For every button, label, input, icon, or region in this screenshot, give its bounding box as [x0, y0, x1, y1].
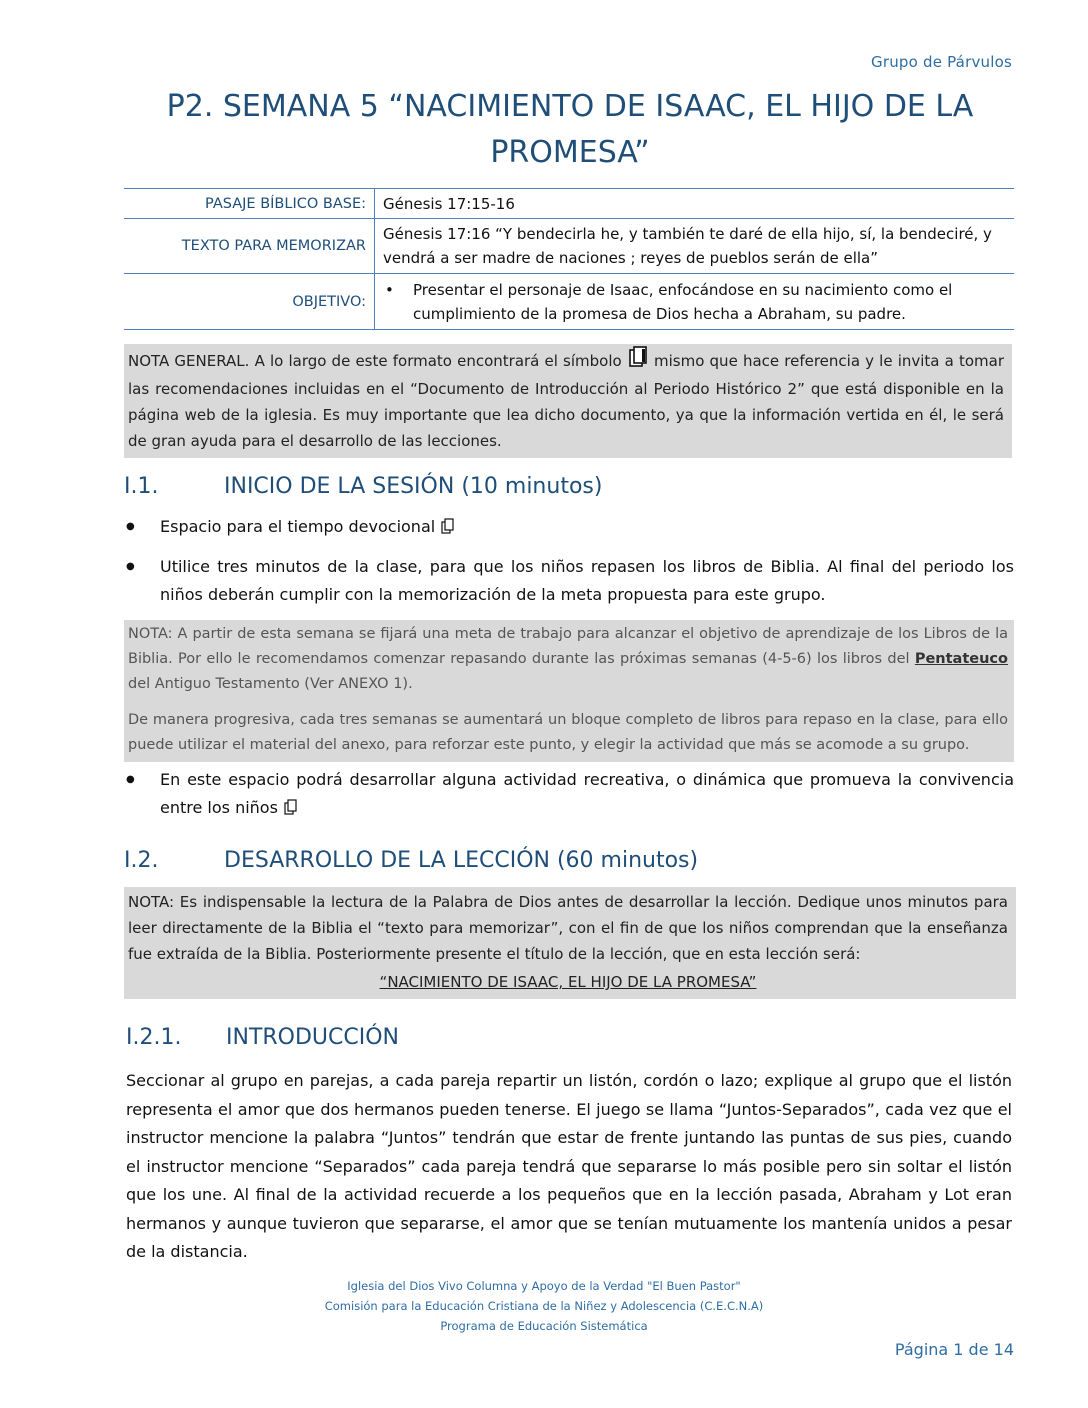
objetivo-cell	[375, 274, 1015, 330]
pasaje-value: Génesis 17:15-16	[375, 189, 1015, 219]
section-heading-inicio	[124, 474, 602, 499]
books-note	[124, 620, 1014, 762]
texto-label: TEXTO PARA MEMORIZAR	[124, 219, 375, 274]
books-note-p2: De manera progresiva, cada tres semanas se aumentará un bloque completo de libros para repaso en la clase, para ello puede utilizar el material del anexo, para reforzar este punto, y elegir la actividad que más se acomode a su grupo.	[128, 712, 1008, 753]
list-item	[124, 766, 1014, 824]
objetivo-label: OBJETIVO:	[124, 274, 375, 330]
bullet-text: Utilice tres minutos de la clase, para que los niños repasen los libros de Biblia. Al final del periodo los niños deberán cumplir con la memorización de la meta propuesta para este grupo.	[160, 557, 1014, 604]
objetivo-value: Presentar el personaje de Isaac, enfocándose en su nacimiento como el cumplimiento de la promesa de Dios hecha a Abraham, su padre.	[413, 280, 953, 323]
section-title: DESARROLLO DE LA LECCIÓN (60 minutos)	[224, 848, 699, 873]
section-heading-introduccion	[126, 1025, 399, 1050]
bullet-dot-icon: ●	[126, 774, 135, 785]
note-text: NOTA: A partir de esta semana se fijará una meta de trabajo para alcanzar el objetivo de aprendizaje de los Libros de la Biblia. Por ello le recomendamos comenzar repasando durante las próximas semanas (4-5-6) los libros del	[128, 626, 1008, 667]
lesson-info-table	[124, 188, 1014, 330]
list-item	[124, 513, 1014, 543]
section-title: INTRODUCCIÓN	[226, 1025, 400, 1050]
books-note-p1	[128, 622, 1008, 697]
footer-line: Iglesia del Dios Vivo Columna y Apoyo de la Verdad "El Buen Pastor"	[347, 1279, 741, 1293]
bullet-dot-icon: ●	[126, 561, 135, 572]
note-text: del Antiguo Testamento (Ver ANEXO 1).	[128, 676, 413, 692]
footer-line: Comisión para la Educación Cristiana de la Niñez y Adolescencia (C.E.C.N.A)	[324, 1299, 764, 1313]
group-label: Grupo de Párvulos	[871, 53, 1012, 71]
pasaje-label: PASAJE BÍBLICO BASE:	[124, 189, 375, 219]
list-item	[124, 553, 1014, 609]
texto-value: Génesis 17:16 “Y bendecirla he, y también te daré de ella hijo, sí, la bendeciré, y vendrá a ser madre de naciones ; reyes de pueblos serán de ella”	[375, 219, 1015, 274]
bullet-dot-icon: ●	[126, 521, 135, 532]
bullet-text: En este espacio podrá desarrollar alguna actividad recreativa, o dinámica que promueva la convivencia entre los niños	[160, 770, 1014, 817]
section-heading-desarrollo	[124, 848, 698, 873]
section-number: I.1.	[124, 474, 159, 499]
pentateuco-link: Pentateuco	[914, 651, 1008, 667]
introduction-paragraph: Seccionar al grupo en parejas, a cada pareja repartir un listón, cordón o lazo; explique al grupo que el listón representa el amor que dos hermanos pueden tenerse. El juego se llama “Juntos-Separados”, cada vez que el instructor mencione la palabra “Juntos” tendrán que estar de frente juntando las puntas de sus pies, cuando el instructor mencione “Separados” cada pareja tendrá que separarse lo más posible pero sin soltar el listón que los une. Al final de la actividad recuerde a los pequeños que en la lección pasada, Abraham y Lot eran hermanos y aunque tuvieron que separarse, el amor que se tenían mutuamente los mantenía unidos a pesar de la distancia.	[126, 1071, 1012, 1261]
document-copy-icon	[440, 515, 456, 543]
bullet-dot-icon: •	[385, 280, 394, 299]
general-note	[124, 344, 1012, 458]
bullet-text: Espacio para el tiempo devocional	[160, 517, 436, 536]
general-note-text-a: NOTA GENERAL. A lo largo de este formato encontrará el símbolo	[128, 352, 622, 370]
footer-line: Programa de Educación Sistemática	[440, 1319, 648, 1333]
general-note-text-b: mismo que hace referencia y le invita a tomar las recomendaciones incluidas en el “Documento de Introducción al Periodo Histórico 2” que está disponible en la página web de la iglesia. Es muy importante que lea dicho documento, ya que la información vertida en él, le será de gran ayuda para el desarrollo de las lecciones.	[128, 352, 1005, 450]
document-copy-icon	[283, 796, 299, 824]
lesson-note-text: NOTA: Es indispensable la lectura de la Palabra de Dios antes de desarrollar la lección. Dedique unos minutos para leer directamente de la Biblia el “texto para memorizar”, con el fin de que los niños comprendan que la enseñanza fue extraída de la Biblia. Posteriormente presente el título de la lección, que en esta lección será:	[128, 893, 1008, 963]
section-number: I.2.1.	[126, 1025, 182, 1050]
page-footer	[0, 1276, 1088, 1336]
inicio-bullets-b	[124, 766, 1014, 834]
section-number: I.2.	[124, 848, 159, 873]
lesson-title: “NACIMIENTO DE ISAAC, EL HIJO DE LA PROMESA”	[379, 973, 757, 991]
page-title: P2. SEMANA 5 “NACIMIENTO DE ISAAC, EL HIJO DE LA PROMESA”	[166, 89, 974, 170]
page-number: Página 1 de 14	[894, 1340, 1014, 1359]
lesson-note	[124, 887, 1016, 999]
section-title: INICIO DE LA SESIÓN (10 minutos)	[224, 474, 603, 499]
inicio-bullets-a	[124, 513, 1014, 619]
document-copy-icon	[627, 346, 649, 376]
